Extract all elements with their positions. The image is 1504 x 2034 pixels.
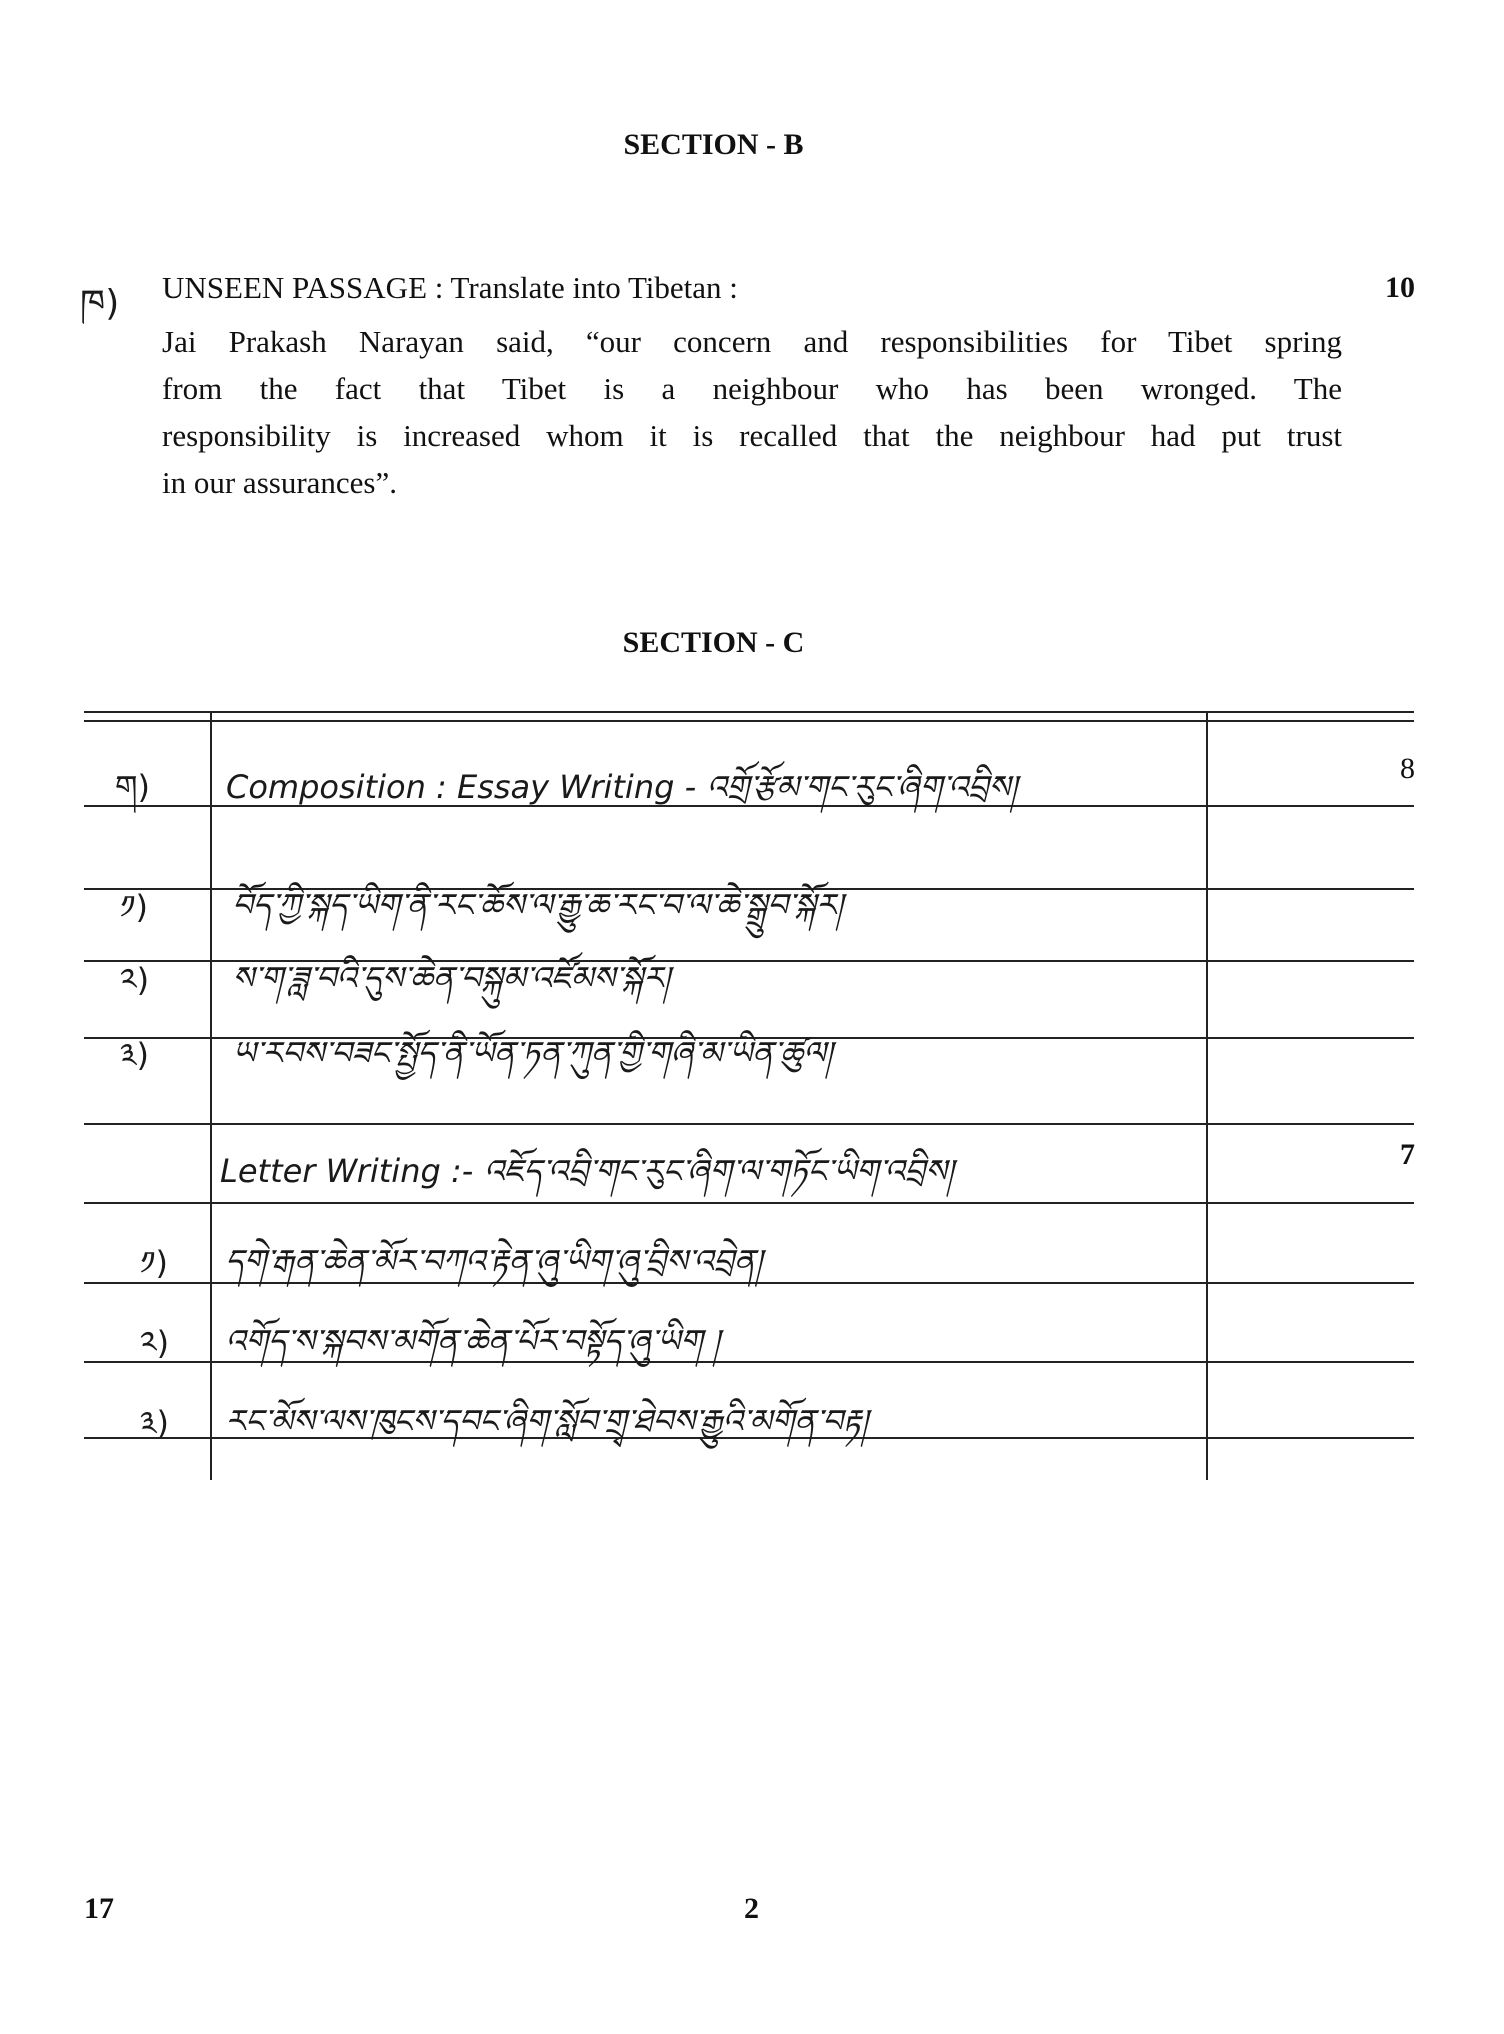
page-number: 2	[744, 1892, 759, 1925]
essay-item-text: ཡ་རབས་བཟང་སྤྱོད་ནི་ཡོན་ཏན་ཀུན་གྱི་གཞི་མ་ཡིན་ཚུལ།	[232, 1034, 833, 1072]
marks-composition: 8	[1400, 752, 1415, 785]
essay-item-label: ༢)	[120, 961, 150, 999]
letter-item-text: རང་མོས་ལས་ཁུངས་དབང་ཞིག་སློབ་གྲྭ་ཐེབས་རྒྱུའི་མགོན་བརྟ།	[225, 1402, 868, 1440]
letter-item-text: འགོད་ས་སྐབས་མགོན་ཆེན་པོར་བསྟོད་ཞུ་ཡིག །	[225, 1322, 720, 1360]
essay-item-text: བོད་ཀྱི་སྐད་ཡིག་ནི་རང་ཆོས་ལ་རྒྱུ་ཆ་རང་བ་ལ་ཆེ་སྒྲུབ་སྐོར།	[232, 886, 843, 924]
question-title: UNSEEN PASSAGE : Translate into Tibetan :	[162, 270, 738, 305]
essay-item-label: ༡)	[120, 888, 148, 926]
section-c-heading: SECTION - C	[622, 626, 805, 659]
section-b-heading: SECTION - B	[623, 128, 804, 161]
marks-letter: 7	[1400, 1138, 1415, 1171]
table-rule	[84, 1123, 1414, 1125]
table-rule	[84, 711, 1414, 713]
question-paper-code: 17	[84, 1892, 114, 1925]
essay-item-label: ༣)	[120, 1036, 149, 1074]
table-column-rule	[210, 712, 212, 1480]
letter-item-label: ༢)	[140, 1324, 170, 1362]
table-column-rule	[1206, 712, 1208, 1480]
marks-b: 10	[1385, 271, 1415, 304]
letter-item-label: ༡)	[140, 1244, 168, 1282]
composition-label: ག)	[115, 768, 151, 806]
passage-line: in our assurances”.	[162, 465, 397, 500]
question-label-b: ཁ)	[80, 283, 120, 324]
table-rule	[84, 720, 1414, 722]
essay-item-text: ས་ག་ཟླ་བའི་དུས་ཆེན་བསྐུམ་འཛོམས་སྐོར།	[232, 959, 670, 997]
passage-line: from the fact that Tibet is a neighbour who has been wronged. The	[162, 371, 1342, 406]
letter-item-label: ༣)	[140, 1404, 169, 1442]
letter-item-text: དགེ་རྒན་ཆེན་མོར་བཀའ་རྟེན་ཞུ་ཡིག་ཞུ་བྲིས་འབྲེན།	[225, 1242, 763, 1280]
letter-title: Letter Writing :- འཇོད་འབྲི་གང་རུང་ཞིག་ལ་གཏོང་ཡིག་འབྲིས།	[220, 1152, 954, 1190]
passage-line: responsibility is increased whom it is recalled that the neighbour had put trust	[162, 418, 1342, 453]
passage-line: Jai Prakash Narayan said, “our concern and responsibilities for Tibet spring	[162, 324, 1342, 359]
composition-title: Composition : Essay Writing - འགྲོ་རྩོམ་གང་རུང་ཞིག་འབྲིས།	[226, 768, 1017, 806]
